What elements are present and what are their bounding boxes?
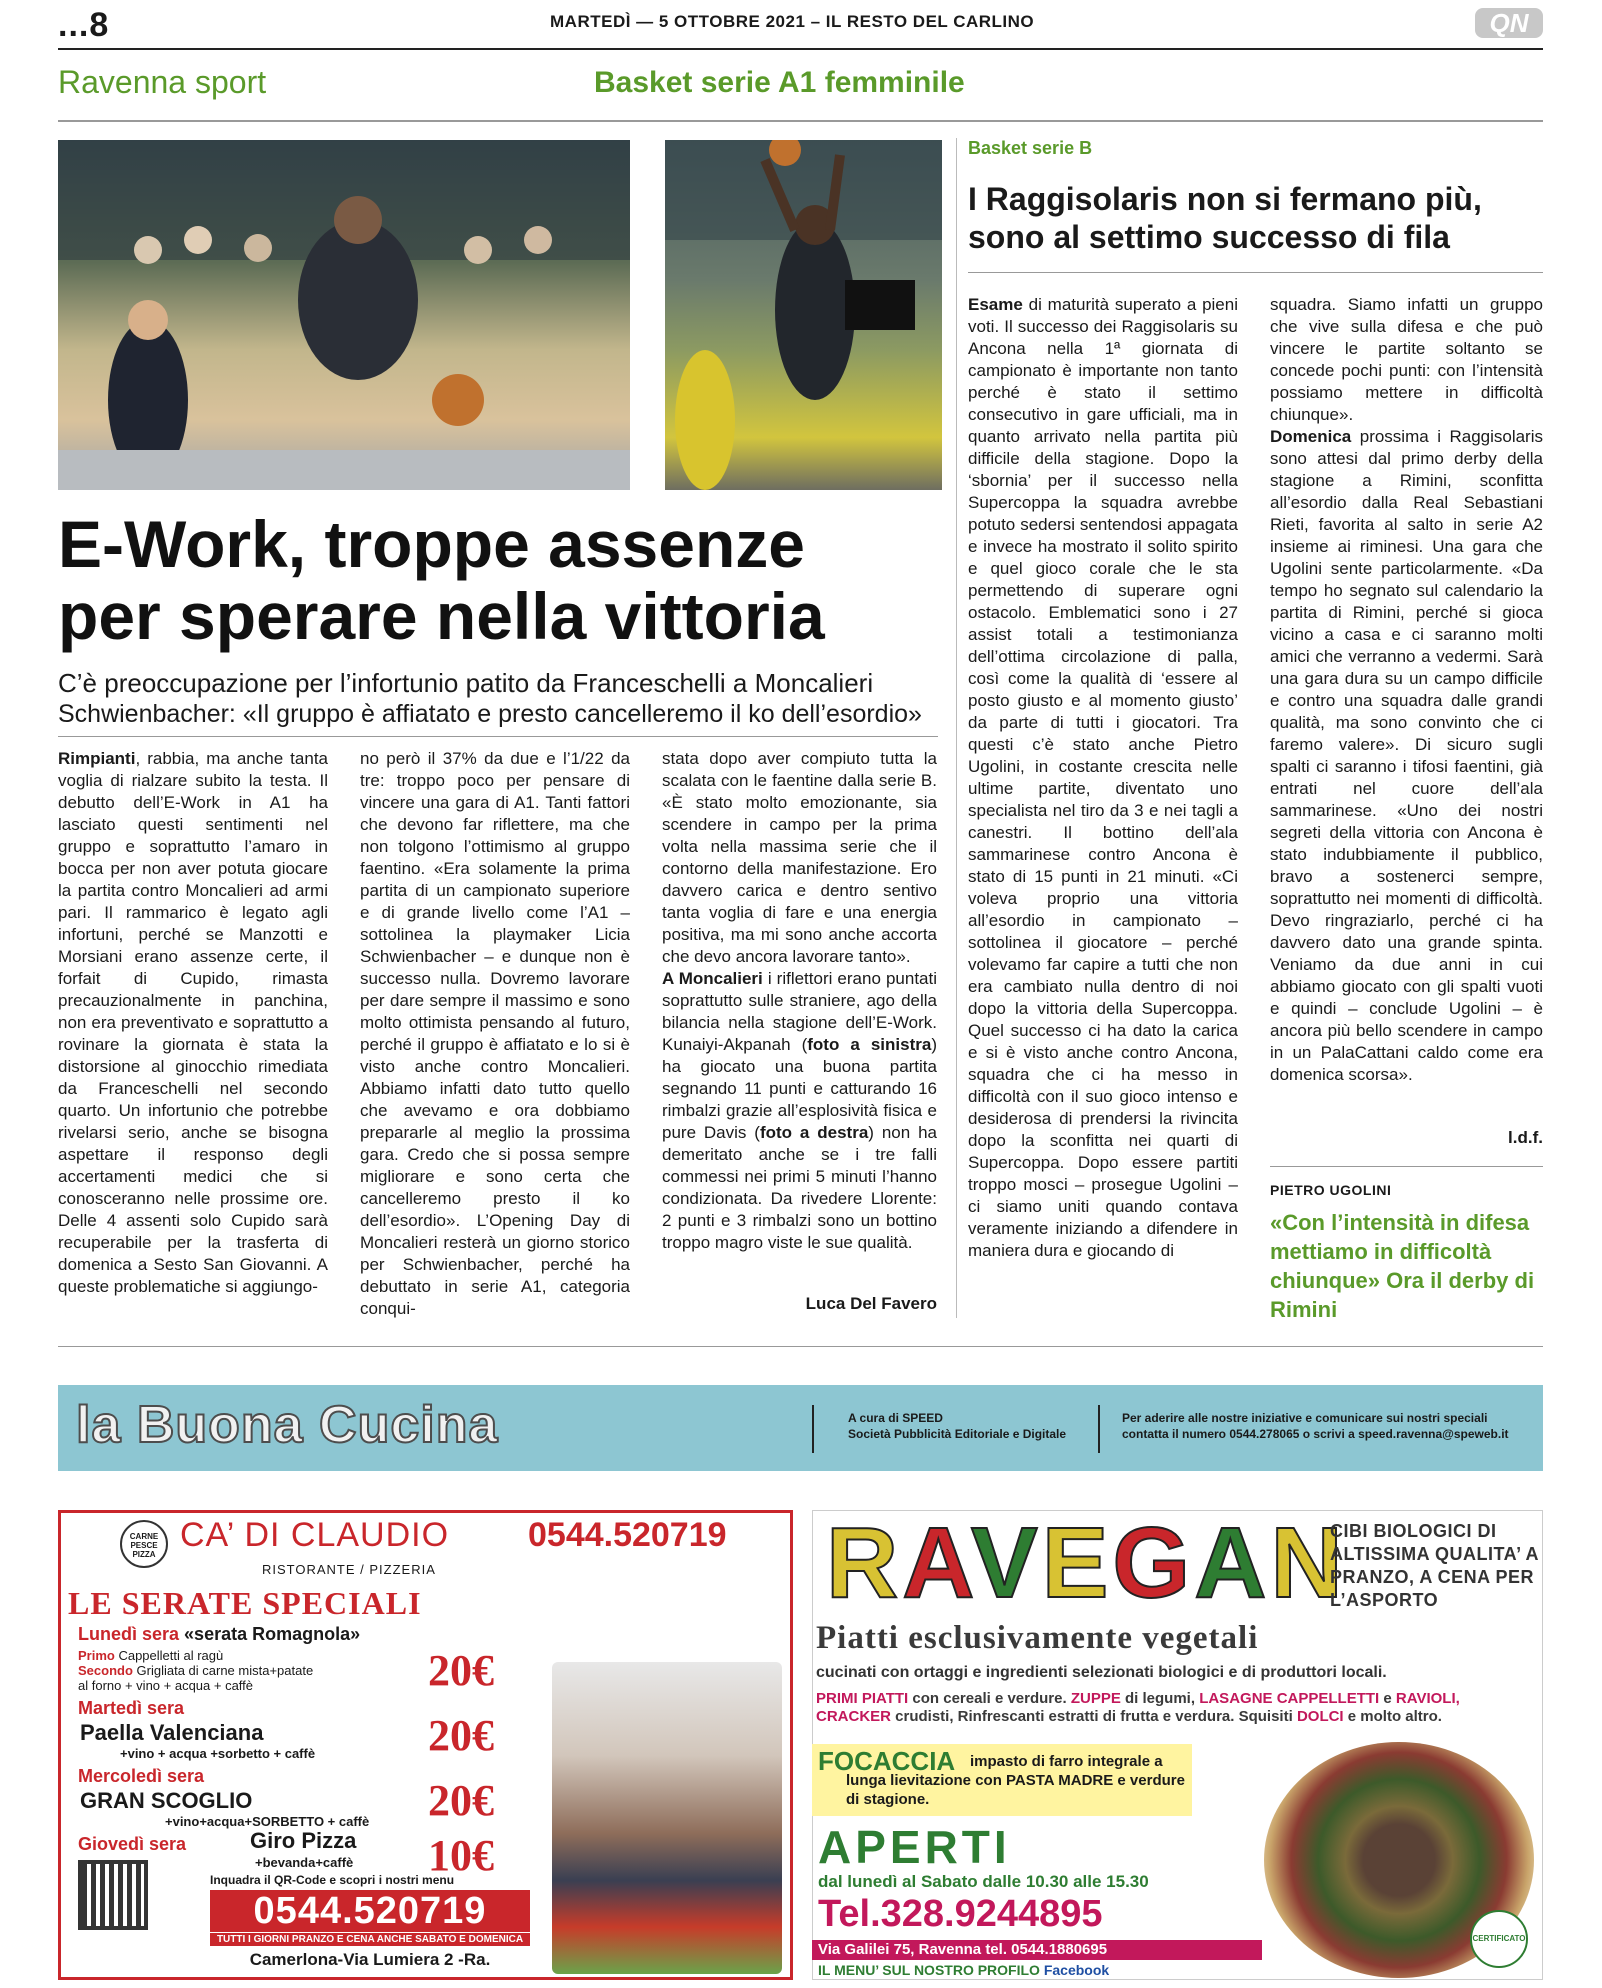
- monday-second: [78, 1663, 313, 1678]
- page-number: ...8: [58, 6, 110, 44]
- main-byline: Luca Del Favero: [805, 1294, 937, 1313]
- menu-lasagne: LASAGNE CAPPELLETTI: [1199, 1690, 1380, 1707]
- price-tuesday: 20€: [428, 1711, 494, 1760]
- side-lead-word: Esame: [968, 295, 1023, 314]
- main-headline-line2: per sperare nella vittoria: [58, 579, 825, 653]
- banner-title: la Buona Cucina: [76, 1396, 499, 1454]
- main-column-2-text: no però il 37% da due e l’1/22 da tre: troppo poco per pensare di vincere una gara di A1. Tanti fattori che devono far riflettere, ma che non tolgono l’ottimismo al gruppo faentino. «Era solamente la prima partita di un campionato superiore e di grande livello come l’A1 – sottolinea la playmaker Licia Schwienbacher – e dunque non è successo nulla. Dovremo lavorare per dare sempre il massimo e sono molto ottimista pensando al futuro, perché il gruppo è affiatato e lo si è visto anche contro Moncalieri. Abbiamo infatti dato tutto quello che avevamo e ora dobbiamo prepararle al meglio la prossima gara. Credo che si possa sempre migliorare e sono certa che cancelleremo presto il ko dell’esordio». L’Opening Day di Moncalieri resterà un giorno storico per Schwienbacher, perché ha debuttato in serie A1, categoria conqui-: [360, 749, 630, 1318]
- qr-code[interactable]: [78, 1860, 148, 1930]
- photo-left-ref: foto a sinistra: [807, 1035, 932, 1054]
- photo-right: [665, 140, 942, 490]
- monday-label: [78, 1624, 360, 1645]
- banner-credit-2: Società Pubblicità Editoriale e Digitale: [848, 1427, 1067, 1441]
- qr-caption: Inquadra il QR-Code e scopri i nostri menu: [210, 1873, 455, 1887]
- banner-contact: [1122, 1410, 1509, 1442]
- monday-second-text: Grigliata di carne mista+patate: [132, 1663, 314, 1678]
- side-column-2-text-b: prossima i Raggisolaris sono attesi dal primo derby della stagione a Rimini, sconfitta all’esordio dalla Real Sebastiani Rieti, favorita al salto in serie A2 insieme ai riminesi. Una gara che Ugolini sente particolarmente. «Da tempo ho segnato sul calendario la partita di Rimini, perché si gioca vicino a casa e ci saranno molti amici che verranno a vedermi. Sarà una gara dura su un campo difficile e contro una squadra dalle grandi qualità, ma sono convinto che ci faremo valere». Di sicuro sugli spalti ci saranno i tifosi faentini, già entrati nel cuore dell’ala sammarinese. «Uno dei nostri segreti della vittoria con Ancona è stato indubbiamente il pubblico, bravo a sostenerci sempre, soprattutto nei momenti di difficoltà. Devo ringraziarlo, perché ci ha davvero dato una grande spinta. Veniamo da due anni in cui abbiamo giocato con gli spalti vuoti e quindi – conclude Ugolini – è ancora più bello scendere in campo in un PalaCattani caldo come era domenica scorsa».: [1270, 427, 1543, 1084]
- ravegan-logo-text: [826, 1507, 1347, 1619]
- claudio-logo: CARNE PESCE PIZZA: [120, 1520, 168, 1568]
- menu-zuppe: ZUPPE: [1070, 1690, 1121, 1707]
- main-column-1-text: , rabbia, ma anche tanta voglia di rialzare subito la testa. Il debutto dell’E-Work in A1 ha lasciato questi sentimenti nel gruppo e soprattutto l’amaro in bocca per non aver potuta giocare la partita contro Moncalieri ad armi pari. Il rammarico è legato agli infortuni, perché se Manzotti e Morsiani erano assenze certe, il forfait di Cupido, rimasta precauzionalmente in panchina, non era preventivato e soprattutto a rovinare la giornata è stata la distorsione al ginocchio rimediata da Franceschelli nel secondo quarto. Un infortunio che potrebbe rivelarsi serio, anche se bisogna aspettare il responso degli accertamenti medici che si conosceranno nelle prossime ore. Delle 4 assenti solo Cupido sarà recuperabile per la trasferta di domenica a Sesto San Giovanni. A queste problematiche si aggiungo-: [58, 749, 328, 1296]
- main-column-3-lead: A Moncalieri: [662, 969, 763, 988]
- ravegan-profile: [818, 1962, 1109, 1978]
- banner-divider-1: [812, 1405, 814, 1453]
- ravegan-logo-letter: A: [902, 1507, 972, 1619]
- ravegan-phone: Tel.328.9244895: [818, 1893, 1103, 1935]
- banner-credit: [848, 1410, 1066, 1442]
- dateline: MARTEDÌ — 5 OTTOBRE 2021 – IL RESTO DEL CARLINO: [550, 12, 1035, 31]
- price-monday: 20€: [428, 1646, 494, 1695]
- ravegan-logo: [826, 1508, 1347, 1618]
- menu-text-1: con cereali e verdure.: [908, 1690, 1071, 1707]
- photo-left: [58, 140, 630, 490]
- monday-first: [78, 1648, 223, 1663]
- section-rule: [58, 120, 1543, 122]
- claudio-big-phone: 0544.520719: [210, 1890, 530, 1932]
- claudio-phone: 0544.520719: [528, 1516, 727, 1554]
- price-wednesday: 20€: [428, 1776, 494, 1825]
- ravegan-logo-letter: E: [1041, 1507, 1113, 1619]
- tuesday-extra: +vino + acqua +sorbetto + caffè: [120, 1746, 316, 1761]
- ravegan-logo-letter: V: [971, 1507, 1042, 1619]
- main-kicker: Basket serie A1 femminile: [594, 66, 965, 99]
- banner-divider-2: [1098, 1405, 1100, 1453]
- wednesday-extra: +vino+acqua+SORBETTO + caffè: [165, 1814, 370, 1829]
- menu-ravioli: RAVIOLI,: [1395, 1690, 1460, 1707]
- article-rule: [58, 736, 938, 737]
- banner-contact-1: Per aderire alle nostre iniziative e comunicare sui nostri speciali: [1122, 1411, 1488, 1425]
- wednesday-dish: GRAN SCOGLIO: [80, 1788, 253, 1813]
- price-thursday: 10€: [428, 1831, 494, 1880]
- ravegan-profile-text: IL MENU’ SUL NOSTRO PROFILO: [818, 1962, 1040, 1978]
- qn-logo: QN: [1475, 8, 1543, 38]
- column-divider: [956, 138, 957, 1318]
- side-headline-line1: I Raggisolaris non si fermano più,: [968, 181, 1482, 217]
- menu-text-4: crudisti, Rinfrescanti estratti di frutta e verdura. Squisiti: [891, 1708, 1297, 1725]
- monday-first-text: Cappelletti al ragù: [114, 1648, 224, 1663]
- photo-right-shapes: [665, 140, 942, 490]
- focaccia-title: FOCACCIA: [818, 1746, 956, 1776]
- main-subhead-2: Schwienbacher: «Il gruppo è affiatato e presto cancelleremo il ko dell’esordio»: [58, 700, 922, 728]
- focaccia-text: impasto di farro integrale a lunga lievitazione con PASTA MADRE e verdure di stagione.: [846, 1753, 1185, 1808]
- ravegan-tagline: Piatti esclusivamente vegetali: [816, 1620, 1259, 1656]
- thursday-extra: +bevanda+caffè: [255, 1855, 354, 1870]
- menu-dolci: DOLCI: [1296, 1708, 1344, 1725]
- claudio-type: RISTORANTE / PIZZERIA: [262, 1562, 436, 1577]
- main-headline: [58, 508, 938, 652]
- ravegan-menu-text: [816, 1690, 1538, 1726]
- thursday-dish: Giro Pizza: [250, 1828, 357, 1853]
- facebook-link[interactable]: Facebook: [1043, 1962, 1110, 1978]
- main-subhead-1: C’è preoccupazione per l’infortunio patito da Franceschelli a Moncalieri: [58, 668, 874, 698]
- ravegan-hours: dal lunedì al Sabato dalle 10.30 alle 15.30: [818, 1872, 1149, 1891]
- quote-rule: [1270, 1166, 1543, 1167]
- menu-cracker: CRACKER: [816, 1708, 891, 1725]
- side-headline: [968, 180, 1548, 256]
- main-headline-line1: E-Work, troppe assenze: [58, 507, 805, 581]
- tuesday-dish: Paella Valenciana: [80, 1720, 264, 1745]
- ravegan-logo-letter: A: [1194, 1507, 1271, 1619]
- certified-badge: CERTIFICATO: [1470, 1910, 1528, 1968]
- pull-quote: «Con l’intensità in difesa mettiamo in difficoltà chiunque» Ora il derby di Rimini: [1270, 1210, 1535, 1322]
- side-column-2-lead: Domenica: [1270, 427, 1352, 446]
- claudio-photo: [552, 1662, 782, 1974]
- main-column-2: [360, 748, 630, 1320]
- monday-extra: al forno + vino + acqua + caffè: [78, 1678, 254, 1693]
- side-headline-line2: sono al settimo successo di fila: [968, 219, 1450, 255]
- quote-author: PIETRO UGOLINI: [1270, 1182, 1392, 1198]
- main-column-3-text-a: stata dopo aver compiuto tutta la scalata con le faentine dalla serie B. «È stato molto emozionante, sia scendere in campo per la prima volta nella massima serie che il contorno della manifestazione. Ero davvero carica e dentro sentivo tanta voglia di fare e una energia positiva, ma mi sono anche accorta che devo ancora lavorare tanto».: [662, 749, 937, 966]
- ravegan-address: Via Galilei 75, Ravenna tel. 0544.1880695: [812, 1940, 1262, 1960]
- menu-text-3: e: [1379, 1690, 1396, 1707]
- top-rule: [58, 48, 1543, 50]
- side-column-1-text: di maturità superato a pieni voti. Il successo dei Raggisolaris su Ancona nella 1ª giornata di campionato è importante non tanto perché è stato il settimo consecutivo in gare ufficiali, ma in quanto arrivato nella partita più difficile della stagione. Dopo la ‘sbornia’ per il successo nella Supercoppa la squadra avrebbe potuto sedersi sentendosi appagata e invece ha mostrato il solito spirito e quel gioco corale che le sta permettendo di superare ogni ostacolo. Emblematici sono i 27 assist totali a testimonianza dell’ottima circolazione di palla, così come la qualità di ‘essere al posto giusto e al momento giusto’ da parte di tutti i giocatori. Tra questi c’è stato anche Pietro Ugolini, in costante crescita nelle ultime partite, diventato uno specialista nel tiro da 3 e nei tagli a canestri. Il bottino dell’ala sammarinese contro Ancona è stato di 15 punti in 21 minuti. «Ci voleva proprio una vittoria all’esordio in campionato – sottolinea il giocatore – perché volevamo far capire a tutti che non era cambiato nulla dentro di noi dopo la vittoria della Supercoppa. Quel successo ci ha dato la carica e si è visto anche contro Ancona, squadra che ci ha messo in difficoltà con il suo gioco intenso e desiderosa di prendersi la rivincita dopo la sconfitta nei quarti di Supercoppa. Dopo essere partiti troppo mosci – prosegue Ugolini – ci siamo uniti quando contava veramente iniziando a difendere in maniera dura e giocando di: [968, 295, 1238, 1260]
- main-column-3-text-c: ) ha giocato una buona partita segnando 11 punti e catturando 16 rimbalzi grazie all’esplosività fisica e pure Davis (: [662, 1035, 937, 1142]
- ravegan-logo-letter: G: [1112, 1507, 1195, 1619]
- side-column-2-text-a: squadra. Siamo infatti un gruppo che vive sulla difesa e che può vincere le partite soltanto se concede pochi punti: con l’intensità possiamo mettere in difficoltà chiunque».: [1270, 295, 1543, 424]
- main-column-1: [58, 748, 328, 1298]
- monday-second-label: Secondo: [78, 1663, 133, 1678]
- main-lead-word: Rimpianti: [58, 749, 136, 768]
- menu-primi: PRIMI PIATTI: [816, 1690, 909, 1707]
- side-kicker: Basket serie B: [968, 138, 1093, 158]
- tuesday-day: Martedì sera: [78, 1698, 185, 1718]
- main-column-3-text-d: ) non ha demeritato anche se i tre falli commessi nei primi 5 minuti l’hanno condizionata. Da rivedere Llorente: 2 punti e 3 rimbalzi sono un bottino troppo magro viste le sue qualità.: [662, 1123, 937, 1252]
- ravegan-description: cucinati con ortaggi e ingredienti selezionati biologici e di produttori locali.: [816, 1664, 1387, 1681]
- monday-day: Lunedì sera: [78, 1624, 180, 1644]
- ravegan-claim: CIBI BIOLOGICI DI ALTISSIMA QUALITA’ A PRANZO, A CENA PER L’ASPORTO: [1330, 1521, 1539, 1610]
- menu-text-2: di legumi,: [1120, 1690, 1200, 1707]
- side-byline: l.d.f.: [1508, 1128, 1543, 1147]
- side-column-2: [1270, 294, 1543, 1086]
- menu-text-5: e molto altro.: [1343, 1708, 1442, 1725]
- side-column-1: [968, 294, 1238, 1262]
- ravegan-logo-letter: N: [1270, 1507, 1347, 1619]
- claudio-address: Camerlona-Via Lumiera 2 -Ra.: [249, 1950, 491, 1969]
- monday-name: «serata Romagnola»: [184, 1624, 361, 1644]
- thursday-day: Giovedì sera: [78, 1834, 187, 1854]
- section-title: Ravenna sport: [58, 64, 267, 100]
- main-column-3: [662, 748, 937, 1254]
- photo-left-shapes: [58, 140, 630, 490]
- photo-right-ref: foto a destra: [759, 1123, 869, 1142]
- side-rule: [968, 272, 1543, 273]
- ads-rule: [58, 1346, 1543, 1347]
- claudio-name: CA’ DI CLAUDIO: [180, 1516, 450, 1554]
- claudio-opening: TUTTI I GIORNI PRANZO E CENA ANCHE SABATO E DOMENICA: [210, 1933, 530, 1946]
- wednesday-day: Mercoledì sera: [78, 1766, 205, 1786]
- main-column-3-text-b: i riflettori erano puntati soprattutto sulle straniere, ago della bilancia nella stagione dell’E-Work. Kunaiyi-Akpanah (: [662, 969, 938, 1054]
- monday-first-label: Primo: [78, 1648, 115, 1663]
- claudio-title: LE SERATE SPECIALI: [68, 1585, 422, 1621]
- banner-credit-1: A cura di SPEED: [848, 1411, 943, 1425]
- banner-contact-2: contatta il numero 0544.278065 o scrivi a speed.ravenna@speweb.it: [1122, 1427, 1509, 1441]
- ravegan-logo-letter: R: [826, 1507, 903, 1619]
- ravegan-aperti: APERTI: [818, 1821, 1011, 1873]
